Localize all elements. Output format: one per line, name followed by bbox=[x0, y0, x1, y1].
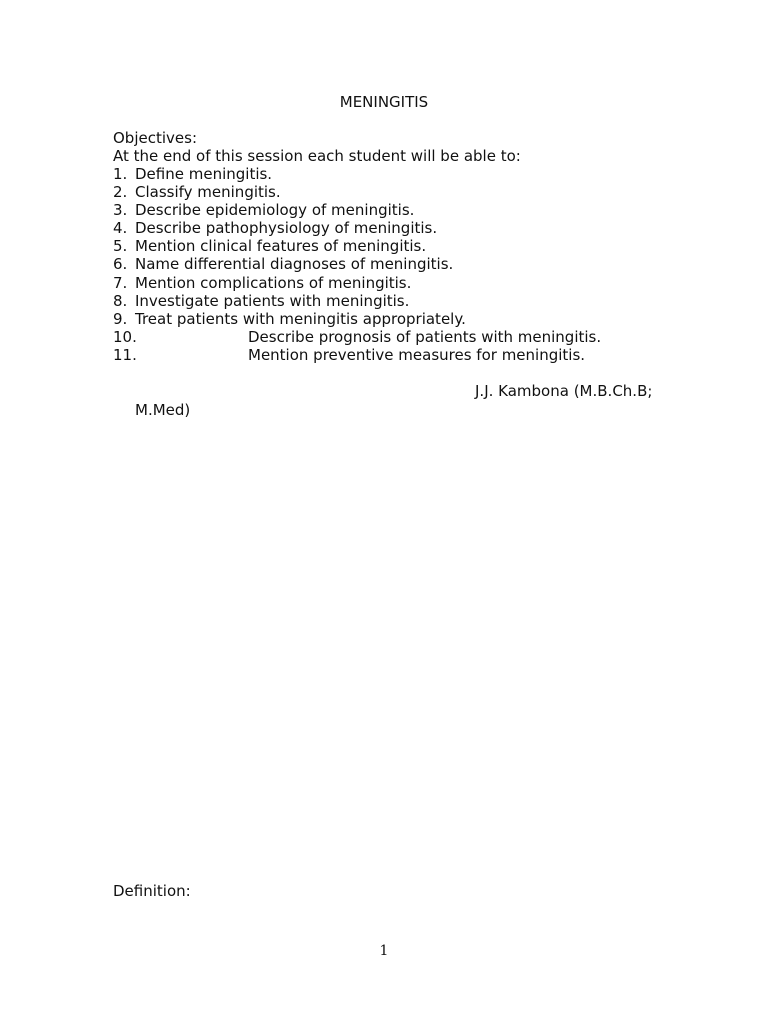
list-item bbox=[113, 346, 601, 364]
item-text: Mention complications of meningitis. bbox=[135, 273, 412, 292]
item-number: 3. bbox=[113, 201, 128, 220]
item-text: Mention preventive measures for meningitis. bbox=[248, 345, 586, 364]
item-number: 9. bbox=[113, 309, 128, 328]
list-item bbox=[113, 237, 601, 255]
item-text: Define meningitis. bbox=[135, 165, 273, 183]
item-number: 1. bbox=[113, 165, 128, 183]
item-number: 8. bbox=[113, 291, 128, 310]
item-number: 11. bbox=[113, 345, 137, 364]
list-item bbox=[113, 219, 601, 237]
item-text: Classify meningitis. bbox=[135, 183, 281, 202]
list-item bbox=[113, 183, 601, 201]
list-item bbox=[113, 310, 601, 328]
item-text: Investigate patients with meningitis. bbox=[135, 291, 410, 310]
item-number: 2. bbox=[113, 183, 128, 202]
objectives-heading: Objectives: bbox=[113, 129, 197, 147]
objectives-intro: At the end of this session each student will be able to: bbox=[113, 147, 521, 165]
item-number: 4. bbox=[113, 219, 128, 238]
list-item bbox=[113, 255, 601, 273]
item-text: Treat patients with meningitis appropriately. bbox=[135, 309, 466, 328]
item-number: 7. bbox=[113, 273, 128, 292]
item-number: 10. bbox=[113, 327, 137, 346]
list-item bbox=[113, 328, 601, 346]
list-item bbox=[113, 165, 601, 183]
author-credentials: M.Med) bbox=[135, 401, 191, 419]
author-name: J.J. Kambona (M.B.Ch.B; bbox=[475, 382, 653, 400]
item-number: 6. bbox=[113, 255, 128, 274]
definition-heading: Definition: bbox=[113, 882, 191, 900]
list-item bbox=[113, 201, 601, 219]
item-text: Describe pathophysiology of meningitis. bbox=[135, 219, 438, 238]
item-text: Describe epidemiology of meningitis. bbox=[135, 201, 415, 220]
item-text: Name differential diagnoses of meningitis. bbox=[135, 255, 454, 274]
page-number: 1 bbox=[379, 943, 389, 959]
page-title: MENINGITIS bbox=[339, 93, 429, 111]
list-item bbox=[113, 292, 601, 310]
item-text: Mention clinical features of meningitis. bbox=[135, 237, 427, 256]
item-number: 5. bbox=[113, 237, 128, 256]
item-text: Describe prognosis of patients with meningitis. bbox=[248, 327, 602, 346]
list-item bbox=[113, 274, 601, 292]
objectives-list bbox=[113, 165, 601, 364]
